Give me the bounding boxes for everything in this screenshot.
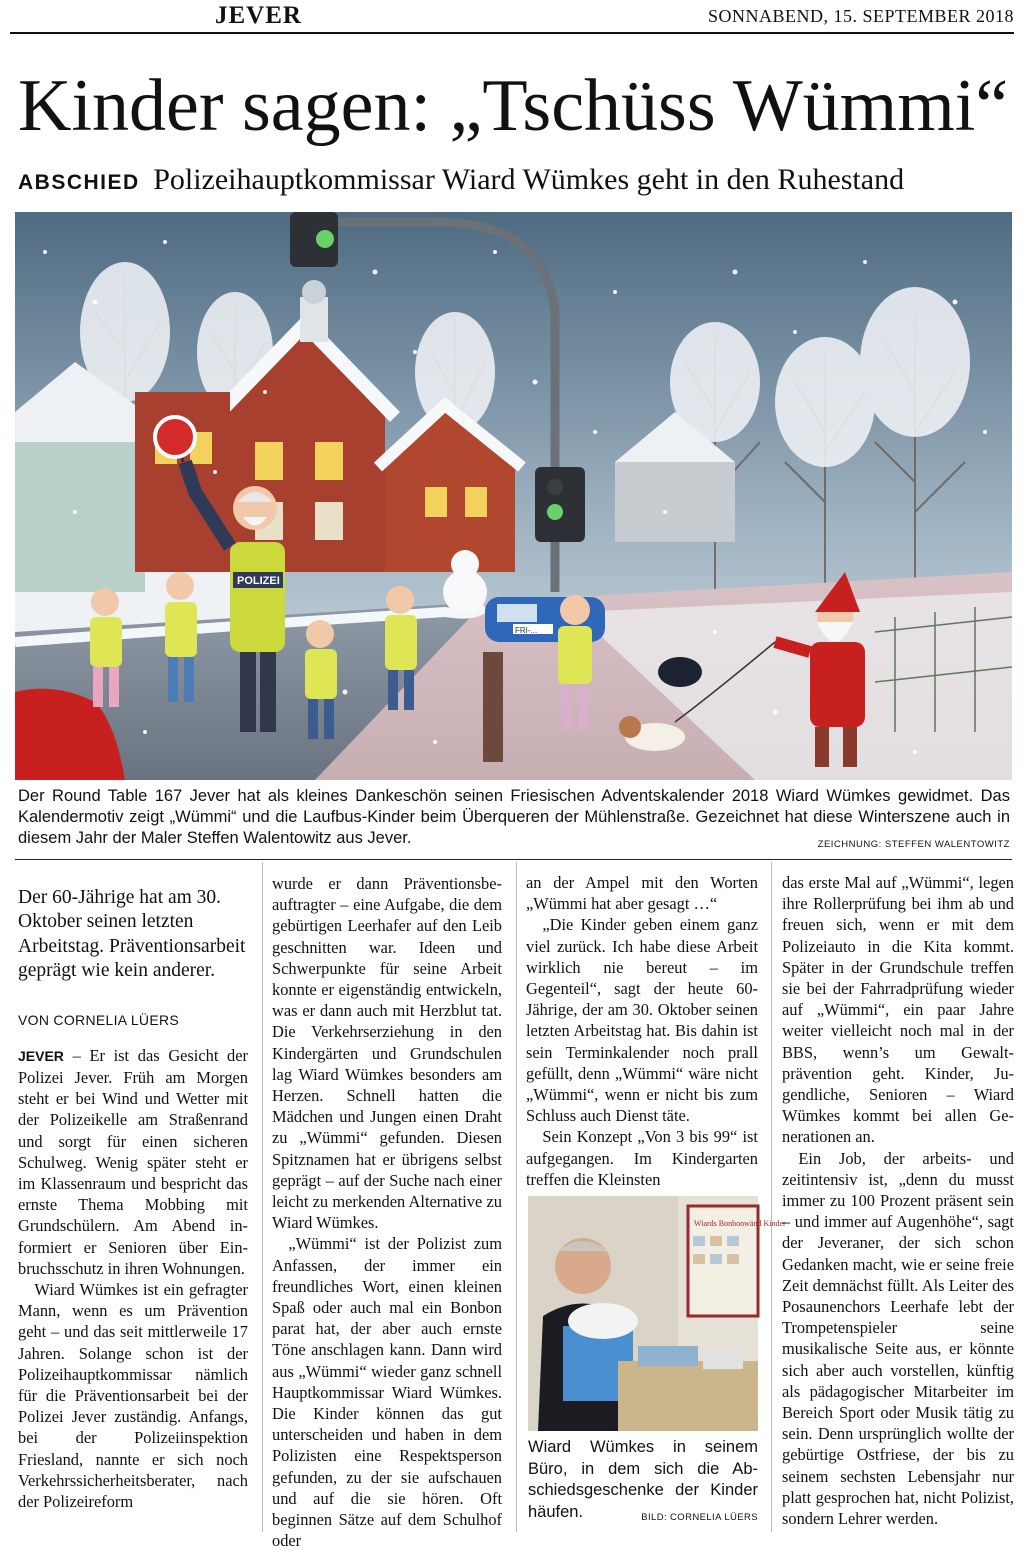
photo-credit: BILD: CORNELIA LÜERS <box>641 1511 758 1523</box>
car-plate: FRI-... <box>515 626 538 635</box>
caption-text: Der Round Table 167 Jever hat als kleines Dankeschön seinen Friesischen Adventskalender 2018 Wiard Wümkes gewidmet. Das Kalendermotiv zeigt „Wümmi“ und die Laufbus-Kinder beim Überqueren der Mühlenstraße. Gezeichnet hat diese Winterszene auch in diesem Jahr der Maler Steffen Walentowitz aus Jever. <box>18 787 1010 847</box>
article-author: VON CORNELIA LÜERS <box>18 1011 179 1028</box>
article-paragraph: „Die Kinder geben einem ganz viel zurück. Ich habe diese Arbeit wirklich nie bereut – im Gegenteil“, sagt der heute 60-Jährige, der am 30. Oktober seinen letzten Arbeitstag hat. Bis dahin ist sein Terminkalender noch prall gefüllt, denn „Wümmi“ wäre nicht „Wümmi“, wenn er nicht bis zum Schluss auch Dienst täte. <box>526 915 758 1126</box>
issue-date: SONNABEND, 15. SEPTEMBER 2018 <box>707 6 1014 26</box>
headline: Kinder sagen: „Tschüss Wümmi“ <box>18 65 1009 147</box>
column-divider <box>516 862 517 1532</box>
vest-label: POLIZEI <box>237 575 280 587</box>
subheadline <box>18 162 904 201</box>
article-paragraph: Wiard Wümkes ist ein gefragter Mann, wenn es um Prävention geht – und das seit mittlerweile 17 Jahren. Solange schon ist der Polizeihauptkommissar nämlich für die Präventionsarbeit bei der Polizei Jever zuständig. Anfangs, bei der Polizeiinspektion Friesland, nannte er sich noch Verkehrssicherheitsberater, nach der Polizeireform <box>18 1280 248 1512</box>
winter-scene-illustration <box>15 212 1012 780</box>
article-paragraph: das erste Mal auf „Wümmi“, legen ihre Rollerprüfung bei ihm ab und freuen sich, wenn er mit dem Polizeiauto in die Kita kommt. Später in der Grundschule treffen sie bei der Fahrradprüfung wieder auf „Wümmi“, ein paar Jahre weiter vielleicht noch mal in der BBS, wenn’s um Gewaltprävention geht. Kinder, Jugendliche, Senioren – Wiard Wümkes kommt bei allen Generationen an. <box>782 873 1014 1147</box>
article-paragraph: an der Ampel mit den Worten „Wümmi hat aber gesagt …“ <box>526 873 758 914</box>
article-paragraph: Sein Konzept „Von 3 bis 99“ ist aufgegangen. Im Kindergarten treffen die Kleinsten <box>526 1127 758 1189</box>
office-photo <box>528 1196 786 1431</box>
subheadline-text: Polizeihauptkommissar Wiard Wümkes geht in den Ruhestand <box>153 163 905 196</box>
caption-divider <box>15 859 1012 860</box>
article-paragraph: wurde er dann Präventionsbeauftragter – eine Aufgabe, die dem gebürtigen Leerhafer auf den Leib geschnitten war. Ideen und Schwerpunkte für seine Arbeit konnte er eigenständig entwickeln, was er dann auch mit Herzblut tat. Die Verkehrserziehung in den Kindergärten und Grundschulen lag Wiard Wümkes besonders am Herzen. Schnell hatten die Mädchen und Jungen einen Draht zu „Wümmi“ gefunden. Diesen Spitznamen hat er übrigens selbst geprägt – auf der Suche nach einer leicht zu merkenden Alternative zu Wiard Wümkes. <box>272 874 502 1233</box>
article-paragraph: „Wümmi“ ist der Polizist zum Anfassen, der immer ein freundliches Wort, einen kleinen Spaß oder auch mal ein Bonbon parat hat, der aber auch ernste Töne anschlagen kann. Dann wird aus „Wümmi“ wieder ganz schnell Hauptkommissar Wiard Wümkes. Die Kinder können das gut unterscheiden und haben in dem Polizisten eine Respektsperson gefunden, zu der sie aufschauen und auf die sie hören. Oft beginnen Sätze auf dem Schulhof oder <box>272 1234 502 1551</box>
article-intro: Der 60-Jährige hat am 30. Oktober seinen letzten Arbeitstag. Präventionsarbeit geprägt wie kein anderer. <box>18 887 246 982</box>
dateline: JEVER <box>18 1047 64 1064</box>
photo-caption <box>528 1437 758 1528</box>
board-text: Wiards Bonbonwänd Kinder <box>694 1219 786 1228</box>
page-header <box>10 0 1014 34</box>
article-paragraph: Ein Job, der arbeits- und zeitintensiv ist, „denn du musst immer zu 100 Prozent präsent sein – und immer auf Augenhöhe“, sagt der Jeveraner, der sich schon Gedanken macht, wie er seine freie Zeit demnächst füllt. Als Leiter des Posaunenchors Leerhafe lebt der Trompetenspieler seine musikalische Seite aus, er könnte sich aber auch vorstellen, künftig als pädagogischer Mitarbeiter im Bereich Sport oder Musik tätig zu sein. Denn ursprünglich wollte der gebürtige Ostfriese, der bis zu seinem sechsten Lebensjahr nur platt gesprochen hat, nicht Polizist, sondern Lehrer werden. <box>782 1148 1014 1529</box>
article-column-3 <box>526 872 758 1190</box>
article-column-2 <box>272 873 502 1552</box>
article-column-4 <box>782 872 1014 1529</box>
column-divider <box>771 862 772 1532</box>
caption-credit: ZEICHNUNG: STEFFEN WALENTOWITZ <box>817 839 1010 850</box>
article-paragraph: JEVER – Er ist das Gesicht der Polizei Jever. Früh am Morgen steht er bei Wind und Wetter mit der Polizeikelle am Straßenrand und sorgt für einen sicheren Schulweg. Wenig später steht er im Klassenraum und bespricht das ernste Thema Mobbing mit Grundschülern. Am Abend informiert er Senioren über Einbruchsschutz in ihren Wohnungen. <box>18 1045 248 1278</box>
kicker: ABSCHIED <box>18 171 140 194</box>
photo-caption-text: Wiard Wümkes in seinem Büro, in dem sich die Abschiedsgeschenke der Kinder häufen. <box>528 1438 758 1521</box>
illustration-caption <box>18 786 1010 855</box>
article-column-1 <box>18 874 248 1512</box>
section-name: JEVER <box>215 2 302 29</box>
column-divider <box>262 862 263 1532</box>
